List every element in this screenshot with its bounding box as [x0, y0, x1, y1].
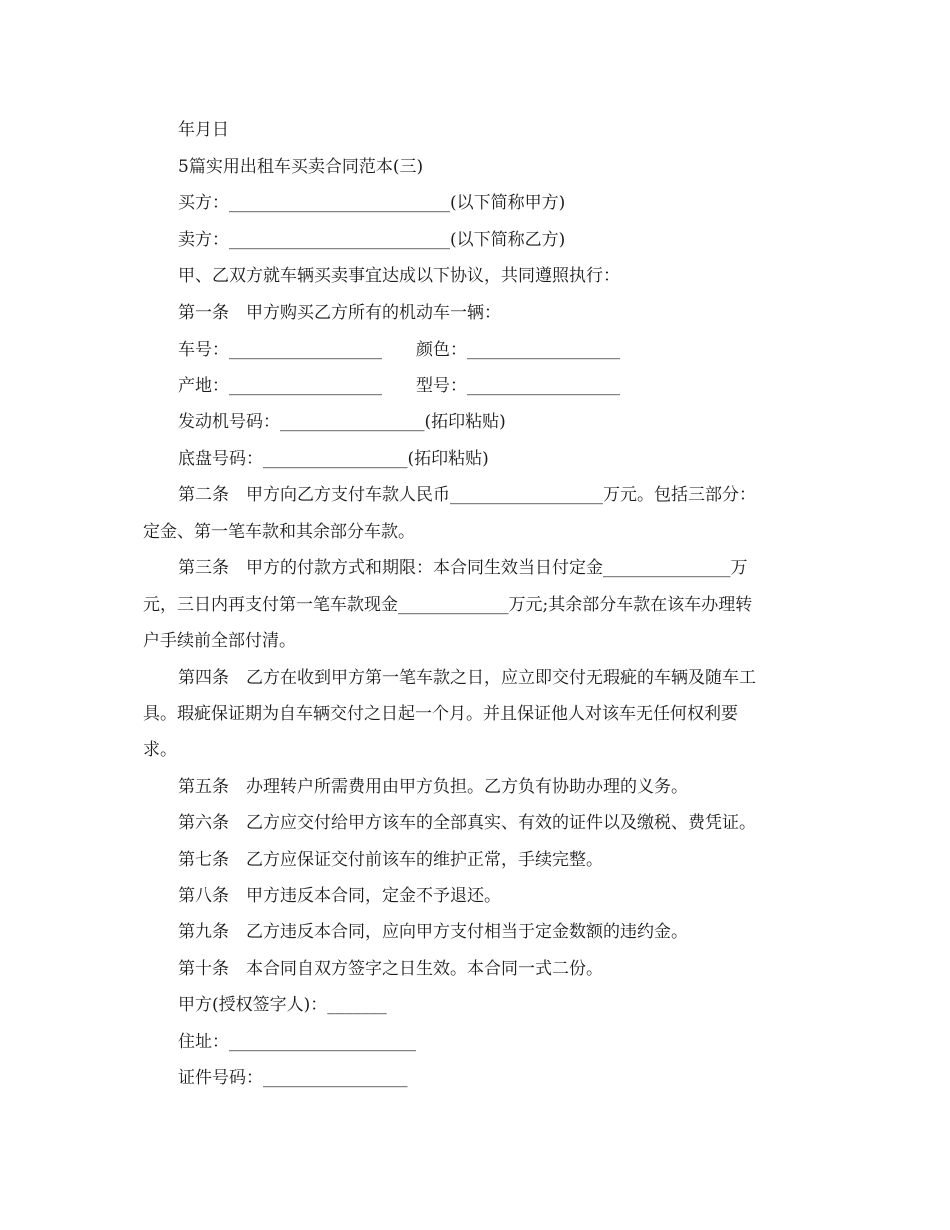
article-1: 第一条 甲方购买乙方所有的机动车一辆：	[178, 303, 501, 323]
article-4-line-2: 具。瑕疵保证期为自车辆交付之日起一个月。并且保证他人对该车无任何权利要	[143, 704, 738, 724]
article-4-line-1: 第四条 乙方在收到甲方第一笔车款之日，应立即交付无瑕疵的车辆及随车工	[178, 668, 756, 688]
origin-model-line: 产地：__________________ 型号：__________________	[178, 376, 620, 396]
id-number-line: 证件号码：_________________	[178, 1068, 408, 1088]
article-2-line-2: 定金、第一笔车款和其余部分车款。	[143, 522, 415, 542]
article-10: 第十条 本合同自双方签字之日生效。本合同一式二份。	[178, 959, 603, 979]
date-line: 年月日	[178, 120, 229, 140]
article-2-line-1: 第二条 甲方向乙方支付车款人民币__________________万元。包括三部分：	[178, 485, 756, 505]
address-line: 住址：______________________	[178, 1032, 416, 1052]
article-3-line-1: 第三条 甲方的付款方式和期限：本合同生效当日付定金_______________万	[178, 558, 748, 578]
intro-line: 甲、乙双方就车辆买卖事宜达成以下协议，共同遵照执行：	[178, 266, 620, 286]
article-5: 第五条 办理转户所需费用由甲方负担。乙方负有协助办理的义务。	[178, 777, 688, 797]
chassis-number-line: 底盘号码：_________________(拓印粘贴)	[178, 449, 489, 469]
plate-color-line: 车号：__________________ 颜色：__________________	[178, 340, 620, 360]
article-3-line-2: 元，三日内再支付第一笔车款现金_____________万元;其余部分车款在该车办理转	[143, 595, 753, 615]
party-a-signature-line: 甲方(授权签字人)：_______	[178, 995, 387, 1015]
article-6: 第六条 乙方应交付给甲方该车的全部真实、有效的证件以及缴税、费凭证。	[178, 813, 756, 833]
article-7: 第七条 乙方应保证交付前该车的维护正常，手续完整。	[178, 850, 603, 870]
document-title: 5篇实用出租车买卖合同范本(三)	[178, 157, 424, 177]
article-8: 第八条 甲方违反本合同，定金不予退还。	[178, 886, 501, 906]
article-3-line-3: 户手续前全部付清。	[143, 631, 296, 651]
article-4-line-3: 求。	[143, 740, 177, 760]
engine-number-line: 发动机号码：_________________(拓印粘贴)	[178, 412, 506, 432]
buyer-line: 买方：__________________________(以下简称甲方)	[178, 193, 566, 213]
article-9: 第九条 乙方违反本合同，应向甲方支付相当于定金数额的违约金。	[178, 922, 688, 942]
seller-line: 卖方：__________________________(以下简称乙方)	[178, 230, 566, 250]
